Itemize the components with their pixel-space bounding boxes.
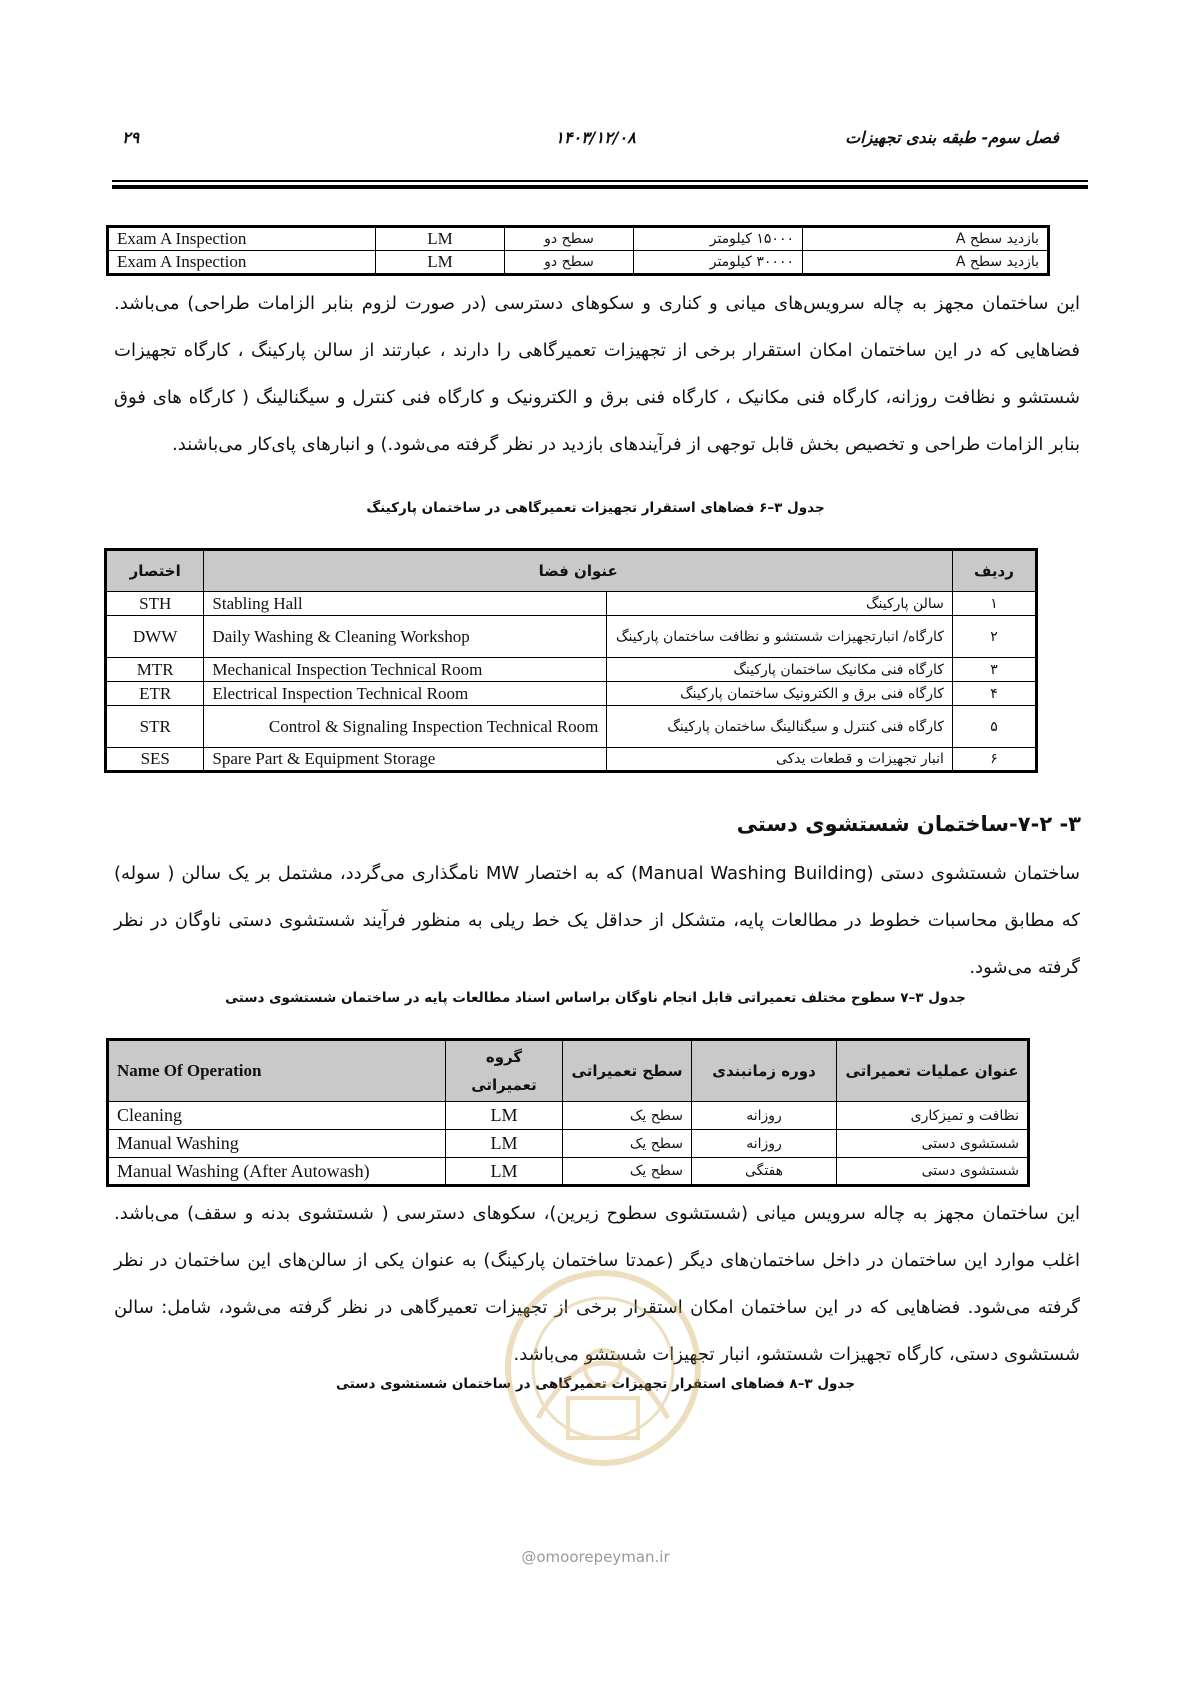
abbr-cell: STR bbox=[106, 706, 204, 748]
persian-title-cell: کارگاه فنی کنترل و سیگنالینگ ساختمان پارکینگ bbox=[607, 706, 953, 748]
row-number-cell: ۳ bbox=[952, 658, 1036, 682]
operation-name-cell: Manual Washing (After Autowash) bbox=[108, 1158, 446, 1186]
chapter-title: فصل سوم- طبقه بندی تجهیزات bbox=[845, 128, 1059, 147]
parking-building-paragraph: این ساختمان مجهز به چاله سرویس‌های میانی و کناری و سکوهای دسترسی (در صورت لزوم بنابر الزامات طراحی) می‌باشد. فضاهایی که در این ساختمان امکان استقرار برخی از تجهیزات تعمیرگاهی را دارند ، عبارتند از سالن پارکینگ ، کارگاه تجهیزات شستشو و نظافت روزانه، کارگاه فنی مکانیک ، کارگاه فنی برق و الکترونیک و کارگاه فنی کنترل و سیگنالینگ ( کارگاه های فوق بنابر الزامات طراحی و تخصیص بخش قابل توجهی از فرآیندهای بازدید در نظر گرفته می‌شود.) و انبارهای پای‌کار می‌باشند. bbox=[114, 293, 1080, 455]
table-7-caption: جدول ۳–۷ سطوح مختلف تعمیراتی قابل انجام ناوگان براساس اسناد مطالعات پایه در ساختمان شستشوی دستی bbox=[225, 990, 966, 1006]
abbr-cell: DWW bbox=[106, 616, 204, 658]
period-cell: هفتگی bbox=[692, 1158, 837, 1186]
operation-title-cell: نظافت و تمیزکاری bbox=[837, 1102, 1029, 1130]
table-row bbox=[106, 616, 1037, 658]
table-row bbox=[106, 706, 1037, 748]
maintenance-levels-table bbox=[106, 1038, 1030, 1187]
table-row bbox=[108, 1130, 1029, 1158]
operation-title-cell: شستشوی دستی bbox=[837, 1158, 1029, 1186]
header-date: ۱۴۰۳/۱۲/۰۸ bbox=[555, 128, 636, 147]
manual-washing-paragraph: ساختمان شستشوی دستی (Manual Washing Building) که به اختصار MW نامگذاری می‌گردد، مشتمل بر یک سالن ( سوله) که مطابق محاسبات خطوط در مطالعات پایه، متشکل از حداقل یک خط ریلی به منظور فرآیند شستشوی دستی ناوگان در نظر گرفته می‌شود. bbox=[114, 863, 1080, 978]
operation-name-cell: Manual Washing bbox=[108, 1130, 446, 1158]
operation-title-cell: بازدید سطح A bbox=[803, 251, 1049, 275]
table-8-caption: جدول ۳–۸ فضاهای استقرار تجهیزات تعمیرگاهی در ساختمان شستشوی دستی bbox=[336, 1376, 855, 1392]
period-cell: ۳۰۰۰۰ کیلومتر bbox=[634, 251, 803, 275]
period-cell: روزانه bbox=[692, 1130, 837, 1158]
english-title-cell: Spare Part & Equipment Storage bbox=[204, 748, 607, 772]
header-rule-bottom bbox=[112, 185, 1088, 189]
table-row bbox=[108, 251, 1049, 275]
header-rule-top bbox=[112, 180, 1088, 182]
group-cell: LM bbox=[446, 1102, 563, 1130]
page-number: ۲۹ bbox=[122, 128, 140, 147]
abbr-cell: ETR bbox=[106, 682, 204, 706]
english-title-cell: Electrical Inspection Technical Room bbox=[204, 682, 607, 706]
operation-name-cell: Exam A Inspection bbox=[108, 227, 376, 251]
row-number-cell: ۲ bbox=[952, 616, 1036, 658]
group-cell: LM bbox=[446, 1158, 563, 1186]
level-cell: سطح دو bbox=[505, 227, 634, 251]
group-cell: LM bbox=[446, 1130, 563, 1158]
col-title-header: عنوان فضا bbox=[204, 550, 952, 592]
level-cell: سطح یک bbox=[563, 1102, 692, 1130]
row-number-cell: ۶ bbox=[952, 748, 1036, 772]
col-group-header: گروه تعمیراتی bbox=[446, 1040, 563, 1102]
row-number-cell: ۴ bbox=[952, 682, 1036, 706]
level-cell: سطح یک bbox=[563, 1158, 692, 1186]
col-period-header: دوره زمانبندی bbox=[692, 1040, 837, 1102]
row-number-cell: ۵ bbox=[952, 706, 1036, 748]
operation-name-cell: Exam A Inspection bbox=[108, 251, 376, 275]
abbr-cell: STH bbox=[106, 592, 204, 616]
manual-washing-spaces-paragraph: این ساختمان مجهز به چاله سرویس میانی (شستشوی سطوح زیرین)، سکوهای دسترسی ( شستشوی بدنه و سقف) می‌باشد. اغلب موارد این ساختمان در داخل ساختمان‌های دیگر (عمدتا ساختمان پارکینگ) به عنوان یکی از سالن‌های این ساختمان در نظر گرفته می‌شود. فضاهایی که در این ساختمان امکان استقرار برخی از تجهیزات تعمیرگاهی در نظر گرفته می‌شود، شامل: سالن شستشوی دستی، کارگاه تجهیزات شستشو، انبار تجهیزات شستشو می‌باشد. bbox=[114, 1203, 1080, 1365]
period-cell: ۱۵۰۰۰ کیلومتر bbox=[634, 227, 803, 251]
table-row bbox=[106, 592, 1037, 616]
period-cell: روزانه bbox=[692, 1102, 837, 1130]
col-abbr-header: اختصار bbox=[106, 550, 204, 592]
english-title-cell: Control & Signaling Inspection Technical Room bbox=[204, 706, 607, 748]
group-cell: LM bbox=[376, 251, 505, 275]
col-operation-name-header: Name Of Operation bbox=[108, 1040, 446, 1102]
group-cell: LM bbox=[376, 227, 505, 251]
table-6-caption: جدول ۳–۶ فضاهای استقرار تجهیزات تعمیرگاهی در ساختمان پارکینگ bbox=[366, 500, 825, 516]
table-row bbox=[108, 227, 1049, 251]
level-cell: سطح دو bbox=[505, 251, 634, 275]
table-row bbox=[106, 658, 1037, 682]
persian-title-cell: انبار تجهیزات و قطعات یدکی bbox=[607, 748, 953, 772]
table-row bbox=[106, 748, 1037, 772]
col-level-header: سطح تعمیراتی bbox=[563, 1040, 692, 1102]
english-title-cell: Mechanical Inspection Technical Room bbox=[204, 658, 607, 682]
english-title-cell: Daily Washing & Cleaning Workshop bbox=[204, 616, 607, 658]
col-row-header: ردیف bbox=[952, 550, 1036, 592]
operation-title-cell: شستشوی دستی bbox=[837, 1130, 1029, 1158]
section-heading: ۳- ۷-۲-ساختمان شستشوی دستی bbox=[736, 812, 1081, 836]
english-title-cell: Stabling Hall bbox=[204, 592, 607, 616]
persian-title-cell: کارگاه/ انبارتجهیزات شستشو و نظافت ساختمان پارکینگ bbox=[607, 616, 953, 658]
col-operation-title-header: عنوان عملیات تعمیراتی bbox=[837, 1040, 1029, 1102]
table-row bbox=[106, 682, 1037, 706]
table-row bbox=[108, 1158, 1029, 1186]
persian-title-cell: کارگاه فنی برق و الکترونیک ساختمان پارکینگ bbox=[607, 682, 953, 706]
table-row bbox=[108, 1102, 1029, 1130]
persian-title-cell: سالن پارکینگ bbox=[607, 592, 953, 616]
operation-title-cell: بازدید سطح A bbox=[803, 227, 1049, 251]
operation-name-cell: Cleaning bbox=[108, 1102, 446, 1130]
level-cell: سطح یک bbox=[563, 1130, 692, 1158]
watermark-logo bbox=[498, 1248, 708, 1508]
abbr-cell: SES bbox=[106, 748, 204, 772]
parking-spaces-table bbox=[104, 548, 1038, 773]
watermark-site: @omoorepeyman.ir bbox=[521, 1548, 670, 1566]
row-number-cell: ۱ bbox=[952, 592, 1036, 616]
persian-title-cell: کارگاه فنی مکانیک ساختمان پارکینگ bbox=[607, 658, 953, 682]
inspection-table-continued bbox=[106, 225, 1050, 276]
abbr-cell: MTR bbox=[106, 658, 204, 682]
